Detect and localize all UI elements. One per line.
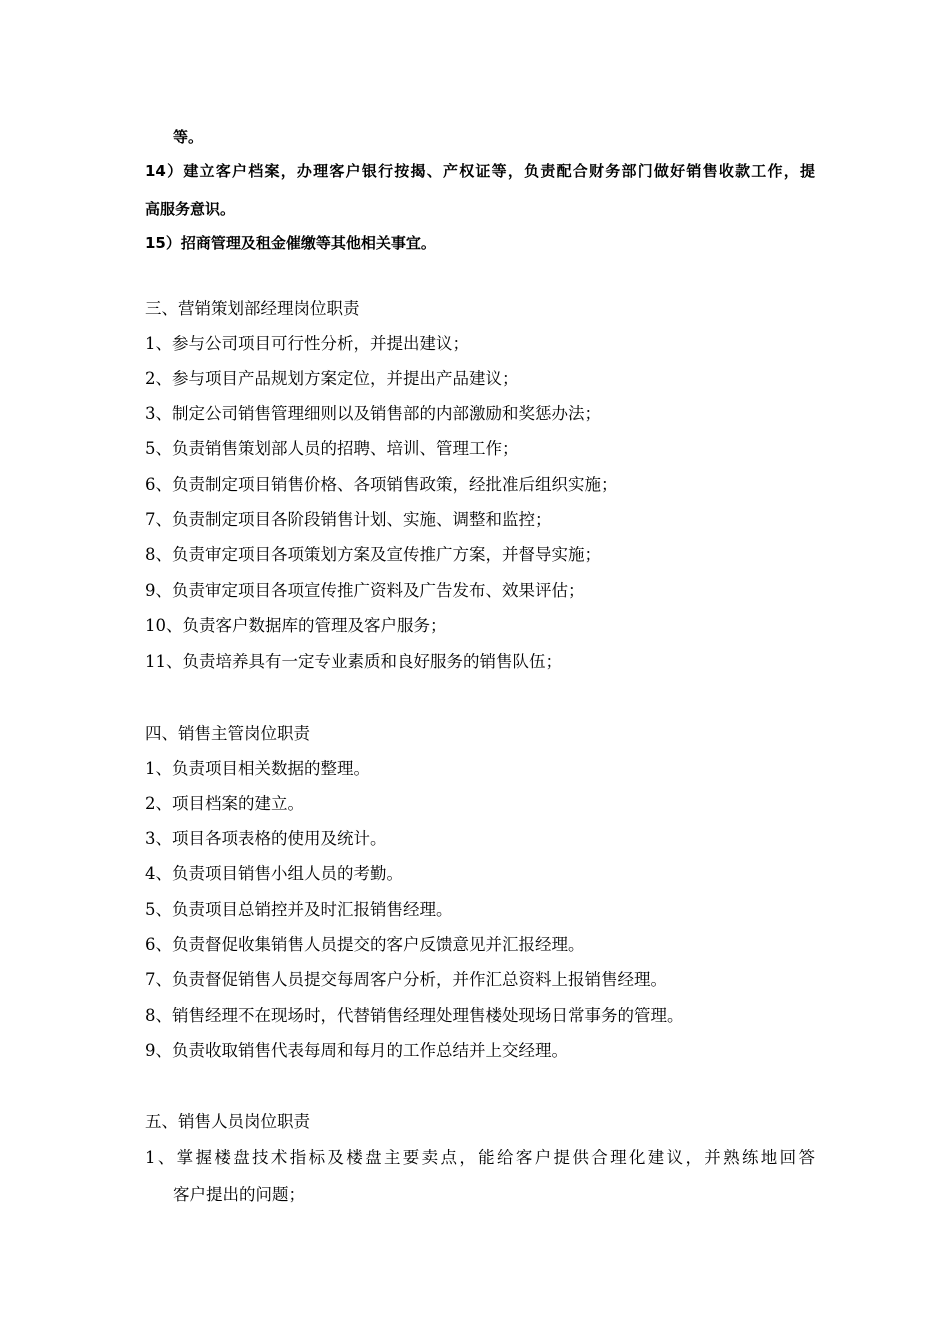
section-4-item: 9、负责收取销售代表每周和每月的工作总结并上交经理。 <box>145 1041 568 1060</box>
section-3-item: 7、负责制定项目各阶段销售计划、实施、调整和监控； <box>145 510 552 529</box>
section-4-item: 8、销售经理不在现场时，代替销售经理处理售楼处现场日常事务的管理。 <box>145 1006 684 1025</box>
section-3-item: 3、制定公司销售管理细则以及销售部的内部激励和奖惩办法； <box>145 404 601 423</box>
section-4-item: 3、项目各项表格的使用及统计。 <box>145 829 387 848</box>
section-4-item: 2、项目档案的建立。 <box>145 794 304 813</box>
section-3-item: 8、负责审定项目各项策划方案及宣传推广方案，并督导实施； <box>145 545 601 564</box>
section-3-item: 6、负责制定项目销售价格、各项销售政策，经批准后组织实施； <box>145 475 618 494</box>
section-5-item-1-line-1: 1、掌握楼盘技术指标及楼盘主要卖点，能给客户提供合理化建议，并熟练地回答 <box>145 1148 815 1167</box>
item-14-line-2: 高服务意识。 <box>145 200 236 218</box>
section-5-heading: 五、销售人员岗位职责 <box>145 1112 310 1131</box>
section-4-item: 1、负责项目相关数据的整理。 <box>145 759 370 778</box>
section-4-item: 5、负责项目总销控并及时汇报销售经理。 <box>145 900 453 919</box>
item-14-line-1: 14）建立客户档案，办理客户银行按揭、产权证等，负责配合财务部门做好销售收款工作，提 <box>145 162 815 180</box>
section-4-item: 7、负责督促销售人员提交每周客户分析，并作汇总资料上报销售经理。 <box>145 970 667 989</box>
section-3-item: 2、参与项目产品规划方案定位，并提出产品建议； <box>145 369 519 388</box>
section-4-item: 4、负责项目销售小组人员的考勤。 <box>145 864 403 883</box>
continuation-text: 等。 <box>173 128 204 146</box>
section-3-item: 1、参与公司项目可行性分析，并提出建议； <box>145 334 469 353</box>
section-3-item: 10、负责客户数据库的管理及客户服务； <box>145 616 447 635</box>
section-5-item-1-line-2: 客户提出的问题； <box>173 1185 305 1204</box>
section-4-item: 6、负责督促收集销售人员提交的客户反馈意见并汇报经理。 <box>145 935 585 954</box>
section-3-item: 11、负责培养具有一定专业素质和良好服务的销售队伍； <box>145 652 562 671</box>
section-4-heading: 四、销售主管岗位职责 <box>145 724 310 743</box>
section-3-item: 5、负责销售策划部人员的招聘、培训、管理工作； <box>145 439 519 458</box>
item-15: 15）招商管理及租金催缴等其他相关事宜。 <box>145 234 436 252</box>
section-3-item: 9、负责审定项目各项宣传推广资料及广告发布、效果评估； <box>145 581 585 600</box>
section-3-heading: 三、营销策划部经理岗位职责 <box>145 299 360 318</box>
